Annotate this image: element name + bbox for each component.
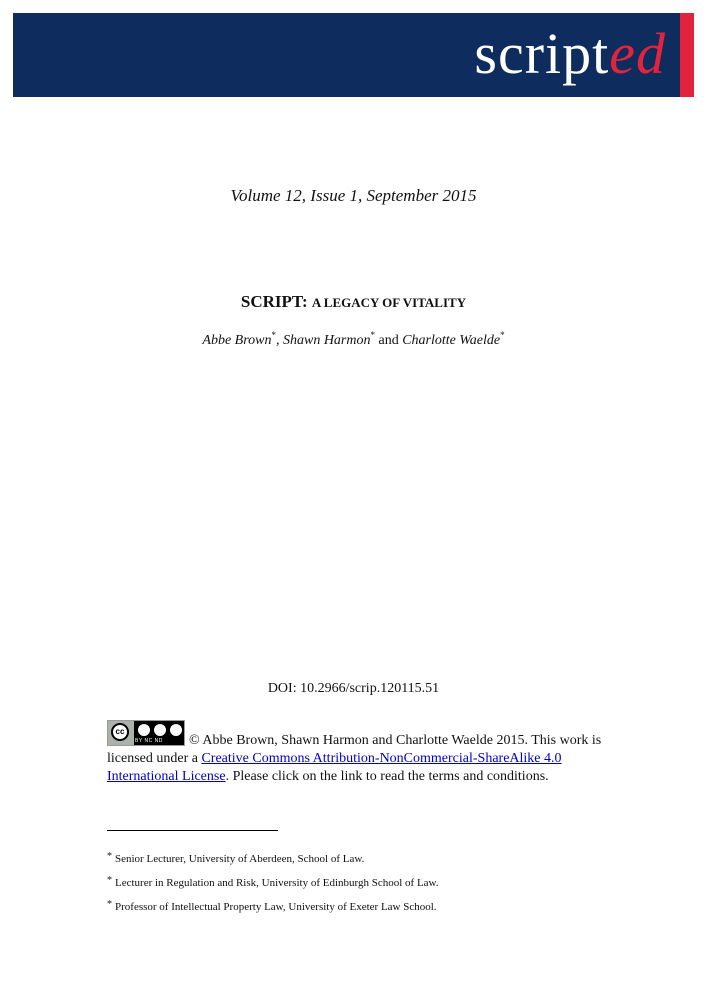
license-suffix-text: . Please click on the link to read the terms and conditions. xyxy=(225,769,549,784)
footnote-mark: * xyxy=(107,851,112,862)
noderivatives-icon xyxy=(169,723,183,737)
cc-by-nc-nd-badge[interactable] xyxy=(107,720,185,746)
noncommercial-icon xyxy=(153,723,167,737)
license-prefix-text: © Abbe Brown, Shawn Harmon and Charlotte Waelde 2015. This work is licensed under a xyxy=(107,733,602,766)
title-main: SCRIPT: xyxy=(240,292,308,311)
issue-volume-line: Volume 12, Issue 1, September 2015 xyxy=(230,186,477,205)
logo-ed-text: ed xyxy=(609,21,666,86)
footnote-separator-rule xyxy=(107,830,278,831)
doi-line: DOI: 10.2966/scrip.120115.51 xyxy=(267,681,440,696)
footnote-text: Senior Lecturer, University of Aberdeen, School of Law. xyxy=(115,853,365,865)
attribution-icon xyxy=(137,723,151,737)
footnote-mark: * xyxy=(107,899,112,910)
footnote xyxy=(107,900,437,914)
cc-badge-main-panel xyxy=(108,721,134,745)
author-name: Charlotte Waelde xyxy=(402,333,501,348)
journal-banner xyxy=(13,13,694,97)
license-link[interactable]: Creative Commons Attribution-NonCommercial-ShareAlike 4.0 International License xyxy=(107,751,562,784)
author-footnote-mark[interactable]: * xyxy=(500,330,505,340)
author-conjunction: and xyxy=(378,333,399,348)
banner-accent-bar xyxy=(680,13,694,97)
footnote-text: Lecturer in Regulation and Risk, University of Edinburgh School of Law. xyxy=(115,877,439,889)
cc-badge-labels: BY NC ND xyxy=(135,738,163,744)
title-rest: A LEGACY OF VITALITY xyxy=(311,295,467,310)
author-name: Abbe Brown xyxy=(202,333,272,348)
author-separator: , xyxy=(275,333,280,348)
footnote xyxy=(107,876,439,890)
author-name: Shawn Harmon xyxy=(282,333,371,348)
author-footnote-mark[interactable]: * xyxy=(370,330,375,340)
article-title xyxy=(0,291,707,314)
author-line xyxy=(0,331,707,351)
footnote xyxy=(107,852,364,866)
logo-script-text: script xyxy=(474,21,610,86)
creative-commons-icon: cc xyxy=(111,723,129,741)
scripted-logo xyxy=(474,21,666,87)
footnote-mark: * xyxy=(107,875,112,886)
license-statement xyxy=(107,720,607,786)
author-footnote-mark[interactable]: * xyxy=(271,330,276,340)
footnote-text: Professor of Intellectual Property Law, University of Exeter Law School. xyxy=(115,901,437,913)
